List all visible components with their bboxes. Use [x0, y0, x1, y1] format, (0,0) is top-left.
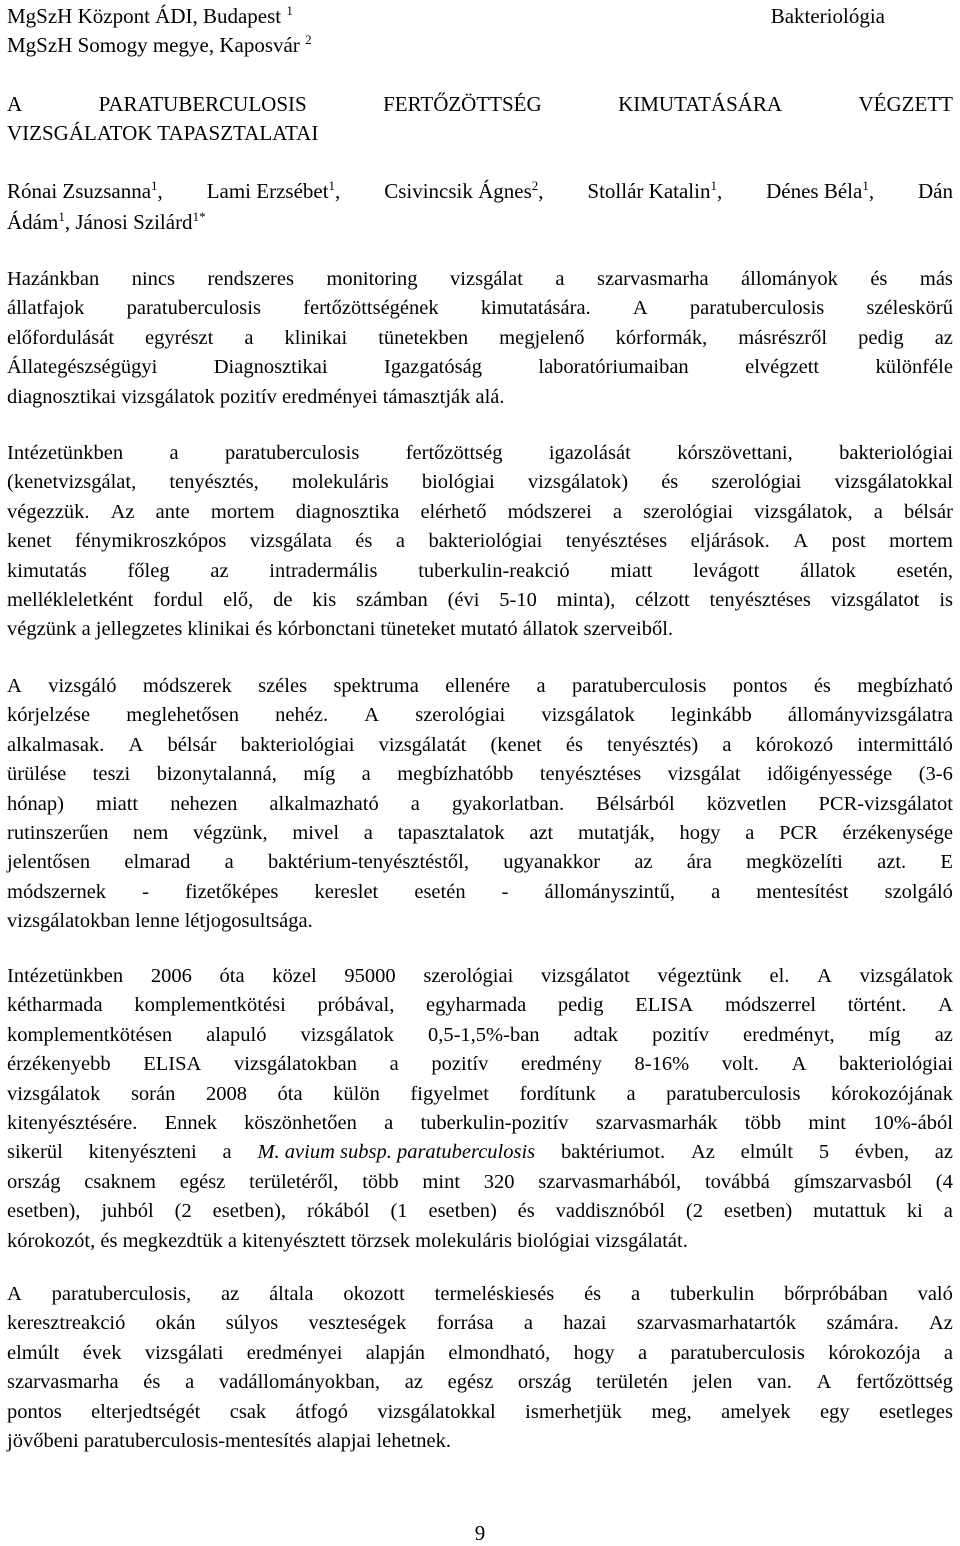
text-line: hónap) miatt nehezen alkalmazható a gyakorlatban. Bélsárból közvetlen PCR-vizsgálatot	[7, 792, 953, 815]
species-name: M. avium subsp. paratuberculosis	[257, 1141, 536, 1164]
text-line: érzékenyebb ELISA vizsgálatokban a pozitív eredmény 8-16% volt. A bakteriológiai	[7, 1053, 953, 1076]
text-line: kétharmada komplementkötési próbával, egyharmada pedig ELISA módszerrel történt. A	[7, 994, 953, 1017]
text-line: kórokozót, és megkezdtük a kitenyésztett törzsek molekuláris biológiai vizsgálatát.	[7, 1229, 688, 1252]
text-line: vizsgálatok során 2008 óta külön figyelmet fordítunk a paratuberculosis kórokozójának	[7, 1082, 953, 1105]
author-name: Rónai Zsuzsanna	[7, 179, 152, 203]
text-line: A vizsgáló módszerek széles spektruma ellenére a paratuberculosis pontos és megbízható	[7, 675, 953, 697]
text-line: kimutatás főleg az intradermális tuberkulin-reakció miatt levágott állatok esetén,	[7, 559, 953, 582]
text-line: keresztreakció okán súlyos veszteségek forrása a hazai szarvasmarhatartók számára. Az	[7, 1312, 953, 1335]
text-line: alkalmasak. A bélsár bakteriológiai vizsgálatát (kenet és tenyésztés) a kórokozó intermittáló	[7, 733, 953, 756]
author-name: Dénes Béla	[766, 179, 863, 203]
author-name: Dán	[917, 179, 953, 203]
text-line: diagnosztikai vizsgálatok pozitív eredményei támasztják alá.	[7, 385, 505, 408]
title-word: KIMUTATÁSÁRA	[618, 92, 783, 116]
text-line: előfordulását egyrészt a klinikai tünetekben megjelenő kórformák, másrészről pedig az	[7, 326, 953, 349]
text-line: kitenyésztésére. Ennek köszönhetően a tuberkulin-pozitív szarvasmarhák több mint 10%-ából	[7, 1112, 953, 1135]
text-line: Intézetünkben 2006 óta közel 95000 szerológiai vizsgálatot végeztünk el. A vizsgálatok	[7, 965, 953, 987]
section-label: Bakteriológia	[770, 4, 885, 28]
paragraph-4	[7, 962, 953, 1256]
text-line: jövőbeni paratuberculosis-mentesítés alapjai lehetnek.	[7, 1430, 452, 1453]
author-name: Jánosi Szilárd	[75, 210, 193, 234]
text-line: Hazánkban nincs rendszeres monitoring vizsgálat a szarvasmarha állományok és más	[7, 268, 953, 290]
text-line: ország csaknem egész területéről, több mint 320 szarvasmarhából, továbbá gímszarvasból (4	[7, 1170, 953, 1193]
text-line: elmúlt évek vizsgálati eredményei alapján elmondható, hogy a paratuberculosis kórokozója a	[7, 1341, 953, 1364]
author-list	[7, 176, 953, 238]
text-line: Állategészségügyi Diagnosztikai Igazgatóság laboratóriumaiban elvégzett különféle	[7, 356, 953, 379]
text-line: komplementkötésen alapuló vizsgálatok 0,5-1,5%-ban adtak pozitív eredményt, míg az	[7, 1023, 953, 1046]
author-name: Lami Erzsébet	[206, 179, 329, 203]
text-line: kórjelzése meglehetősen nehéz. A szerológiai vizsgálatok leginkább állományvizsgálatra	[7, 704, 953, 727]
title-word: PARATUBERCULOSIS	[98, 92, 307, 116]
text-line: állatfajok paratuberculosis fertőzöttségének kimutatására. A paratuberculosis széleskörű	[7, 297, 953, 320]
affiliation-2: MgSzH Somogy megye, Kaposvár $^2$	[7, 32, 312, 57]
authors-line-2: Ádám$^1$, Jánosi Szilárd$^{1*}$	[7, 209, 206, 234]
paragraph-3	[7, 672, 953, 937]
text-line: szarvasmarha és a vadállományokban, az egész ország területén jelen van. A fertőzöttség	[7, 1371, 953, 1394]
page-number: 9	[474, 1521, 486, 1545]
title-line-1	[7, 90, 953, 119]
text-line: sikerül kitenyészteni a M. avium subsp. paratuberculosis baktériumot. Az elmúlt 5 évben, az	[7, 1138, 953, 1167]
article-title	[7, 90, 953, 148]
text-line: Intézetünkben a paratuberculosis fertőzöttség igazolását kórszövettani, bakteriológiai	[7, 442, 953, 464]
paragraph-1	[7, 265, 953, 412]
text-line: végezzük. Az ante mortem diagnosztika elérhető módszerei a szerológiai vizsgálatok, a bélsár	[7, 500, 953, 523]
title-word: FERTŐZÖTTSÉG	[383, 92, 542, 116]
title-word: VÉGZETT	[858, 92, 953, 116]
text-line: esetben), juhból (2 esetben), rókából (1 esetben) és vaddisznóból (2 esetben) mutattuk ki a	[7, 1200, 953, 1223]
text-line: módszernek - fizetőképes kereslet esetén - állományszintű, a mentesítést szolgáló	[7, 880, 953, 903]
authors-line-1: Rónai Zsuzsanna$^1$, Lami Erzsébet$^1$, Csivincsik Ágnes$^2$, Stollár Katalin$^1$, Dénes Béla$^1$, Dán	[7, 176, 953, 207]
text-line: mellékleletként fordul elő, de kis számban (évi 5-10 minta), célzott tenyésztéses vizsgálatot is	[7, 589, 953, 612]
author-name: Csivincsik Ágnes	[384, 179, 532, 203]
text-line: rutinszerűen nem végzünk, mivel a tapasztalatok azt mutatják, hogy a PCR érzékenysége	[7, 822, 953, 845]
text-line: kenet fénymikroszkópos vizsgálata és a bakteriológiai tenyésztéses eljárások. A post mortem	[7, 530, 953, 553]
affiliations	[7, 2, 312, 60]
paragraph-5	[7, 1280, 953, 1456]
text-line: ürülése teszi bizonytalanná, míg a megbízhatóbb tenyésztéses vizsgálat időigényessége (3-6	[7, 763, 953, 786]
title-line-2: VIZSGÁLATOK TAPASZTALATAI	[7, 121, 319, 145]
text-line: A paratuberculosis, az általa okozott termeléskiesés és a tuberkulin bőrpróbában való	[7, 1283, 953, 1305]
affiliation-1: MgSzH Központ ÁDI, Budapest $^1$	[7, 3, 293, 28]
text-line: jelentősen elmarad a baktérium-tenyésztéstől, ugyanakkor az ára megközelíti azt. E	[7, 851, 953, 874]
title-word: A	[7, 92, 23, 116]
text-line: (kenetvizsgálat, tenyésztés, molekuláris biológiai vizsgálatok) és szerológiai vizsgálatokkal	[7, 471, 953, 494]
paragraph-2	[7, 439, 953, 645]
author-name: Stollár Katalin	[587, 179, 711, 203]
text-line: vizsgálatokban lenne létjogosultsága.	[7, 910, 313, 933]
text-line: pontos elterjedtségét csak átfogó vizsgálatokkal ismerhetjük meg, amelyek egy esetleges	[7, 1400, 953, 1423]
text-line: végzünk a jellegzetes klinikai és kórbonctani tüneteket mutató állatok szerveiből.	[7, 618, 674, 641]
